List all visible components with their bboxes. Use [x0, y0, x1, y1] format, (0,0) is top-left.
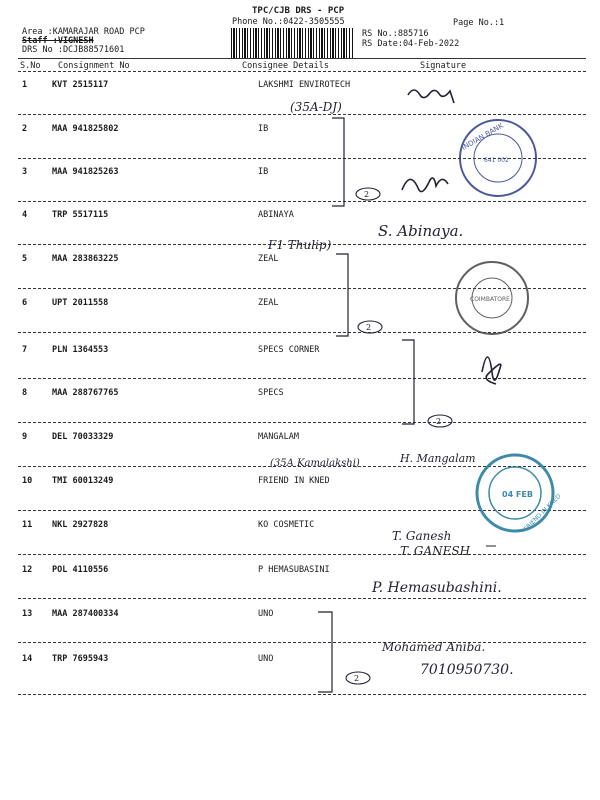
- page-number: Page No.:1: [453, 18, 505, 28]
- row-consignee: LAKSHMI ENVIROTECH: [258, 80, 351, 90]
- row-sno: 10: [22, 476, 33, 486]
- stamp-date: 04 FEB: [502, 490, 533, 499]
- bracket: [336, 254, 348, 336]
- document-title: TPC/CJB DRS - PCP: [252, 6, 345, 16]
- handwritten-note: F1 Thulip): [268, 238, 332, 252]
- phone-number: Phone No.:0422-3505555: [232, 17, 345, 27]
- scribble-signature: [482, 357, 501, 384]
- col-header-sno: S.No: [20, 61, 41, 71]
- drs-number: DRS No :DCJB88571601: [22, 45, 125, 55]
- bracket: [332, 118, 344, 206]
- stamp-text: INDIAN BANK: [460, 121, 505, 152]
- handwritten-signature: H. Mangalam: [400, 452, 476, 465]
- row-consignment: MAA 287400334: [52, 609, 119, 619]
- handwritten-signature: T. Ganesh: [392, 529, 452, 543]
- stamp-text: FRIEND IN KNED: [522, 492, 563, 533]
- row-sno: 11: [22, 520, 33, 530]
- row-consignment: MAA 288767765: [52, 388, 119, 398]
- row-consignee: FRIEND IN KNED: [258, 476, 330, 486]
- row-consignment: KVT 2515117: [52, 80, 109, 90]
- rs-number: RS No.:885716: [362, 29, 429, 39]
- col-header-consignee: Consignee Details: [242, 61, 329, 71]
- bracket: [318, 612, 332, 692]
- scribble-signature: [402, 178, 448, 192]
- row-consignment: MAA 941825802: [52, 124, 119, 134]
- bracket: [402, 340, 414, 424]
- staff-label: Staff :VIGNESH: [22, 36, 94, 46]
- row-consignment: POL 4110556: [52, 565, 109, 575]
- stamp-detail: 641 002: [484, 157, 509, 164]
- col-header-consignment: Consignment No: [58, 61, 130, 71]
- row-consignee: IB: [258, 167, 269, 177]
- row-sno: 14: [22, 654, 33, 664]
- row-consignment: TMI 60013249: [52, 476, 114, 486]
- row-consignment: PLN 1364553: [52, 345, 109, 355]
- scribble-signature: [408, 90, 454, 103]
- row-sno: 1: [22, 80, 28, 90]
- handwritten-signature: S. Abinaya.: [378, 222, 464, 240]
- row-consignment: DEL 70033329: [52, 432, 114, 442]
- handwritten-signature: Mohamed Aniba.: [382, 640, 486, 654]
- row-consignment: TRP 5517115: [52, 210, 109, 220]
- row-sno: 6: [22, 298, 28, 308]
- stamp-detail: COIMBATORE: [470, 296, 510, 303]
- handwritten-note: (35A-DJ): [290, 100, 342, 114]
- row-consignee: KO COSMETIC: [258, 520, 315, 530]
- row-sno: 3: [22, 167, 28, 177]
- handwritten-signature: T. GANESH: [400, 544, 471, 558]
- row-sno: 12: [22, 565, 33, 575]
- row-consignee: SPECS CORNER: [258, 345, 320, 355]
- row-sno: 9: [22, 432, 28, 442]
- row-consignee: ABINAYA: [258, 210, 294, 220]
- company-stamp: [456, 262, 528, 334]
- row-sno: 7: [22, 345, 28, 355]
- count-label: 2: [364, 190, 370, 199]
- area-label: Area :KAMARAJAR ROAD PCP: [22, 27, 145, 37]
- count-label: 2: [366, 323, 372, 332]
- row-sno: 4: [22, 210, 28, 220]
- row-consignee: IB: [258, 124, 269, 134]
- row-sno: 13: [22, 609, 33, 619]
- row-consignment: UPT 2011558: [52, 298, 109, 308]
- row-consignment: MAA 941825263: [52, 167, 119, 177]
- row-consignment: TRP 7695943: [52, 654, 109, 664]
- count-label: 2: [436, 417, 442, 426]
- row-sno: 2: [22, 124, 28, 134]
- row-consignee: SPECS: [258, 388, 284, 398]
- rs-date: RS Date:04-Feb-2022: [362, 39, 460, 49]
- row-consignment: MAA 283863225: [52, 254, 119, 264]
- indian-bank-stamp: [460, 120, 536, 196]
- row-consignee: MANGALAM: [258, 432, 299, 442]
- handwritten-note: (35A Kamalakshi): [270, 458, 360, 469]
- row-consignee: ZEAL: [258, 298, 279, 308]
- handwritten-signature: P. Hemasubashini.: [372, 580, 502, 596]
- row-sno: 5: [22, 254, 28, 264]
- friend-in-kned-stamp: [477, 455, 563, 533]
- handwritten-phone: 7010950730.: [420, 662, 514, 678]
- row-consignee: UNO: [258, 609, 274, 619]
- row-consignee: UNO: [258, 654, 274, 664]
- row-consignee: P HEMASUBASINI: [258, 565, 330, 575]
- row-consignee: ZEAL: [258, 254, 279, 264]
- col-header-signature: Signature: [420, 61, 467, 71]
- row-consignment: NKL 2927828: [52, 520, 109, 530]
- row-sno: 8: [22, 388, 28, 398]
- count-label: 2: [354, 674, 360, 683]
